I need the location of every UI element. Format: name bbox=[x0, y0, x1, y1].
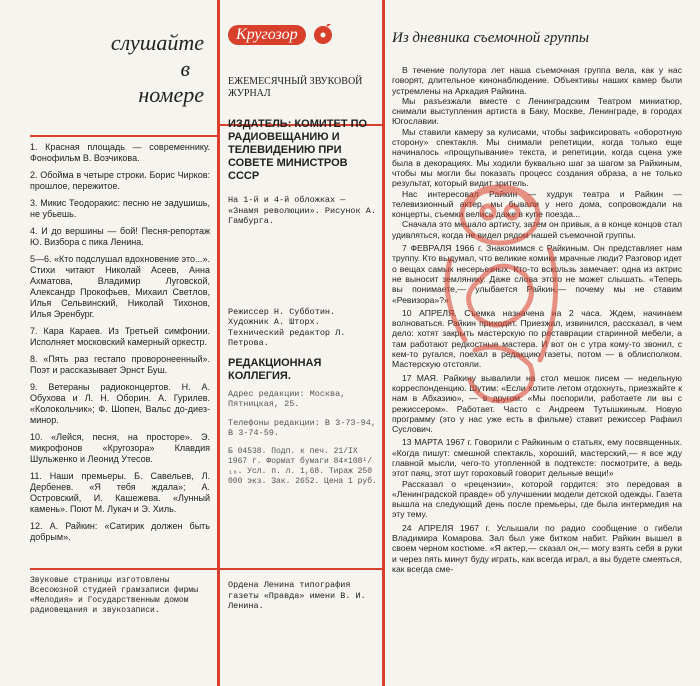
list-item: 10. «Лейся, песня, на просторе». Э. микрофонов «Кругозора» Клавдия Шульженко и Леонид Утесов. bbox=[30, 432, 210, 464]
phones: Телефоны редакции: В 3-73-94, В 3-74-59. bbox=[228, 417, 376, 438]
list-item: 8. «Пять раз гестапо проворонеенный». Поэт и рассказывает Эрнст Буш. bbox=[30, 354, 210, 375]
paragraph: Рассказал о «рецензии», которой гордится: это передовая в «Ленинградской правде» об улучшении модели детской одежды. Газета вышла на следующий день после премьеры, где была интермедия на эту тему. bbox=[392, 478, 682, 520]
middle-column bbox=[228, 24, 378, 611]
paragraph: 17 МАЯ. Райкину вывалили на стол мешок писем — недельную корреспонденцию. Шутим: «Если хотите летом отдохнуть, приезжайте к нам в Абхазию», — в другом: «Мы поспорили, работаете ли вы с режиссером». Работает. Часто с Андреем Тутышкиным. Новую программу (это у нас уже есть в фильме) ставит режиссер Рафаил Суслович. bbox=[392, 372, 682, 435]
record-icon bbox=[312, 24, 334, 46]
heading-line-3: номере bbox=[138, 82, 204, 107]
track-list bbox=[30, 142, 210, 543]
diary-heading: Из дневника съемочной группы bbox=[392, 30, 589, 46]
list-item: 1. Красная площадь — современнику. Фонофильм В. Возчикова. bbox=[30, 142, 210, 163]
paragraph: Мы ставили камеру за кулисами, чтобы зафиксировать «оборотную сторону» спектакля. Мы снимали репетиции, когда только еще начиналось «прощупывание» текста, и репетиции, когда сцена уже была в декорациях. Мы ходили буквально шаг за шагом за Райкиным, чтобы мы могли бы показать процесс создания образа, а не только результат, который видит зритель. bbox=[392, 126, 682, 189]
divider-right bbox=[382, 0, 385, 686]
magazine-logo bbox=[228, 24, 378, 46]
paragraph: 10 АПРЕЛЯ. Съемка назначена на 2 часа. Ждем, начинаем волноваться. Райкин приходит. Приезжал, извинился, рассказал, в чем дело: хотят закрыть мастерскую по реставрации старинной мебели, а там работают редкостные мастера. И вот он с утра кому-то звонил, с кем-то ругался, поехал в редакцию газеты, потом — в облисполком. Мастерскую отстояли. bbox=[392, 307, 682, 370]
editorial-board: РЕДАКЦИОННАЯ КОЛЛЕГИЯ. bbox=[228, 356, 322, 382]
paragraph: Сначала это мешало артисту, затем он привык, а в конце концов стал удивляться, когда не видел рядом нашей съемочной группы. bbox=[392, 219, 682, 240]
paragraph: 7 ФЕВРАЛЯ 1966 г. Знакомимся с Райкиным. Он представляет нам труппу. Кто выдумал, что великие комики мрачные люди? Разговор идет о вещах самых несерьезных. Кто-то вскользь замечает: одна из актрис не выносит землянику. Даже слова этого не может слышать. «Теперь вы понимаете,— улыбается Райкин,— почему мы не ставим «Ревизора»?» bbox=[392, 243, 682, 305]
paragraph: 13 МАРТА 1967 г. Говорили с Райкиным о статьях, ему посвященных. «Когда пишут: смешной спектакль, хороший, мастерский,— я все жду главной мысли, чего-то утопленной в подтексте: посмотрите, а ведь этот паяц, этот шут гороховый говорит дельные вещи!» bbox=[392, 437, 682, 479]
list-item: 9. Ветераны радиоконцертов. Н. А. Обухова и Л. Н. Оборин. А. Гурилев. «Колокольчик»; Ф. Шопен, Вальс до-диез-минор. bbox=[30, 382, 210, 425]
heading-line-2: в bbox=[180, 56, 190, 81]
heading-line-1: слушайте bbox=[110, 30, 204, 55]
recording-note: Звуковые страницы изготовлены Всесоюзной студией грамзаписи фирмы «Мелодия» и Государственным домом радиовещания и звукозаписи. bbox=[30, 576, 199, 615]
list-item: 7. Кара Караев. Из Третьей симфонии. Исполняет московский камерный оркестр. bbox=[30, 326, 210, 347]
paragraph: 24 АПРЕЛЯ 1967 г. Услышали по радио сообщение о гибели Владимира Комарова. Зал был уже битком набит. Райкин вышел в своем черном костюме. «Я актер,— сказал он,— могу взять себя в руки и через пять минут буду играть, как всегда играл, а вы будете смеяться, как всегда сме- bbox=[392, 522, 682, 574]
divider-left bbox=[217, 0, 220, 686]
paragraph: Нас интересовал Райкин — худрук театра и Райкин — телевизионный актер, мы бывали у него дома, сопровождали на концерты, съемки велись даже в купе поезда... bbox=[392, 188, 682, 220]
address: Адрес редакции: Москва, Пятницкая, 25. bbox=[228, 388, 346, 409]
cover-note: На 1-й и 4-й обложках — «Знамя революции». Рисунок А. Гамбурга. bbox=[228, 195, 376, 226]
credits: Режиссер Н. Субботин. Художник А. Шторх. Технический редактор Л. Петрова. bbox=[228, 306, 346, 348]
rule-mid-bottom bbox=[220, 568, 382, 570]
list-item: 4. И до вершины — бой! Песня-репортаж Ю. Визбора с пика Ленина. bbox=[30, 226, 210, 247]
list-item: 12. А. Райкин: «Сатирик должен быть добрым». bbox=[30, 521, 210, 542]
list-item: 5—6. «Кто подслушал вдохновение это...». Стихи читают Николай Асеев, Анна Ахматова, Владимир Луговской, Александр Прокофьев, Михаил Светлов, Илья Сельвинский, Николай Тихонов, Илья Эренбург. bbox=[30, 254, 210, 319]
paragraph: В течение полутора лет наша съемочная группа вела, как у нас говорят, длительное кинонаблюдение. Объективы наших камер были устремлены на Аркадия Райкина. bbox=[392, 65, 682, 96]
right-column bbox=[392, 30, 682, 574]
list-item: 3. Микис Теодоракис: песню не задушишь, не убьешь. bbox=[30, 198, 210, 219]
logo-text: Кругозор bbox=[228, 25, 306, 45]
paragraph: Мы разъезжали вместе с Ленинградским Театром миниатюр, снимали выступления артиста в Баку, Москве, Ленинграде, в городах Югославии. bbox=[392, 95, 682, 127]
rule-left-bottom bbox=[30, 568, 217, 570]
print-info: Б 04538. Подп. к печ. 21/IX 1967 г. Формат бумаги 84×108¹/₁₆. Усл. п. л. 1,68. Тираж 250 000 экз. Зак. 2652. Цена 1 руб. bbox=[228, 446, 377, 486]
magazine-subtitle: ЕЖЕМЕСЯЧНЫЙ ЗВУКОВОЙ ЖУРНАЛ bbox=[228, 76, 363, 99]
printer: Ордена Ленина типография газеты «Правда» имени В. И. Ленина. bbox=[228, 580, 366, 611]
left-column bbox=[30, 30, 210, 615]
list-item: 2. Обойма в четыре строки. Борис Чирков: прошлое, пережитое. bbox=[30, 170, 210, 191]
listen-heading bbox=[30, 30, 210, 130]
publisher: ИЗДАТЕЛЬ: КОМИТЕТ ПО РАДИОВЕЩАНИЮ И ТЕЛЕВИДЕНИЮ ПРИ СОВЕТЕ МИНИСТРОВ СССР bbox=[228, 118, 368, 182]
list-item: 11. Наши премьеры. Б. Савельев, Л. Дербенев. «Я тебя ждала»; А. Островский, И. Кашежева. «Лунный камень». Поют М. Лукач и Э. Хиль. bbox=[30, 471, 210, 514]
